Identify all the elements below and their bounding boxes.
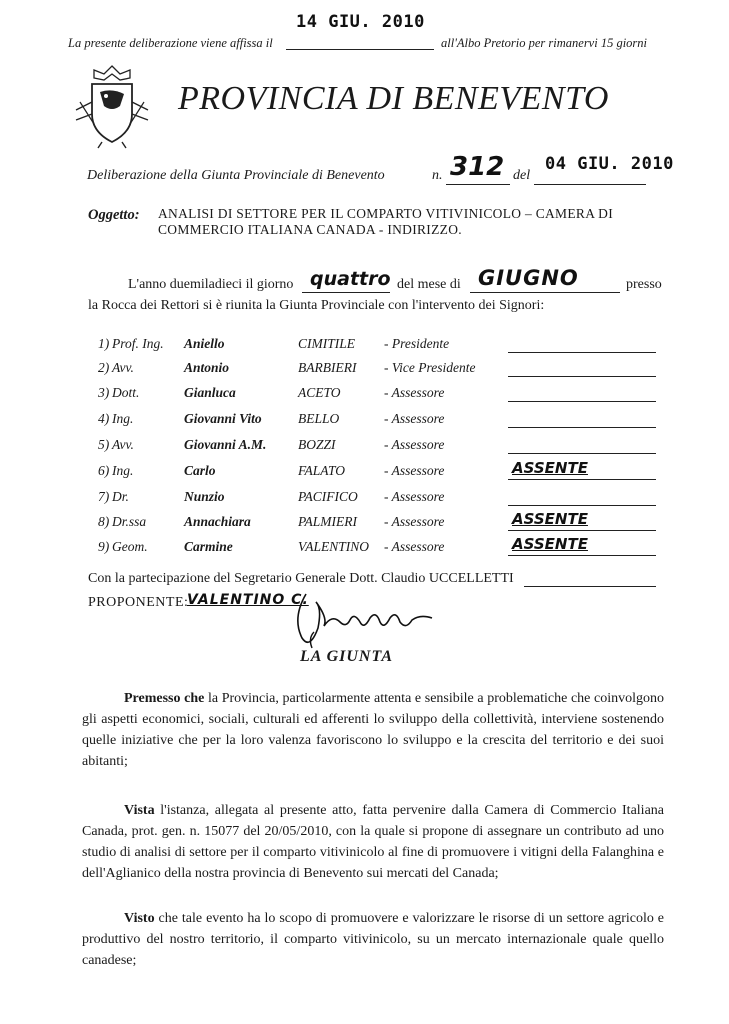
affixed-date-stamp: 14 GIU. 2010	[296, 12, 425, 32]
member-number: 2)	[98, 360, 110, 375]
member-title: Dr.ssa	[112, 514, 147, 529]
member-title: Ing.	[112, 411, 134, 426]
paragraph-text: che tale evento ha lo scopo di promuovere e valorizzare le risorse di un settore agricolo e produttivo del nostro territorio, il comparto vitivinicolo, su un mercato internazionale quale quello canadese;	[82, 911, 665, 968]
meeting-line-2: la Rocca dei Rettori si è riunita la Giunta Provinciale con l'intervento dei Signori:	[88, 298, 545, 313]
meeting-day-handwritten: quattro	[310, 268, 391, 290]
meeting-presso: presso	[626, 277, 662, 292]
member-number: 9)	[98, 539, 110, 554]
member-last-name: BELLO	[298, 411, 340, 426]
member-first-name: Carlo	[184, 463, 216, 478]
member-role: - Presidente	[384, 336, 450, 351]
member-number: 6)	[98, 463, 110, 478]
section-title: LA GIUNTA	[300, 648, 394, 665]
secretary-text: Con la partecipazione del Segretario Generale Dott. Claudio UCCELLETTI	[88, 571, 514, 586]
paragraph-premesso	[82, 688, 664, 772]
member-absence-mark: ASSENTE	[512, 459, 588, 477]
affixed-text: La presente deliberazione viene affissa il	[68, 36, 273, 50]
member-title: Dott.	[112, 385, 140, 400]
member-presence-line	[508, 427, 656, 428]
member-absence-mark: ASSENTE	[512, 535, 588, 553]
paragraph-lead: Premesso che	[124, 691, 205, 706]
member-first-name: Annachiara	[184, 514, 251, 529]
member-last-name: PALMIERI	[298, 514, 357, 529]
paragraph-vista	[82, 800, 664, 884]
member-last-name: VALENTINO	[298, 539, 370, 554]
member-last-name: BARBIERI	[298, 360, 357, 375]
member-title: Geom.	[112, 539, 148, 554]
subject-line-2: COMMERCIO ITALIANA CANADA - INDIRIZZO.	[158, 222, 462, 237]
member-last-name: PACIFICO	[298, 489, 358, 504]
member-presence-line	[508, 352, 656, 353]
deliberation-label: Deliberazione della Giunta Provinciale di Benevento	[87, 168, 385, 183]
paragraph-lead: Visto	[124, 911, 155, 926]
deliberation-number-prefix: n.	[432, 168, 443, 183]
member-title: Avv.	[112, 360, 134, 375]
member-number: 5)	[98, 437, 110, 452]
member-last-name: BOZZI	[298, 437, 336, 452]
member-role: - Assessore	[384, 463, 445, 478]
subject-line-1: ANALISI DI SETTORE PER IL COMPARTO VITIVINICOLO – CAMERA DI	[158, 206, 614, 221]
member-title: Avv.	[112, 437, 134, 452]
deliberation-number-handwritten: 312	[450, 152, 505, 182]
member-role: - Assessore	[384, 539, 445, 554]
page-title: PROVINCIA DI BENEVENTO	[178, 80, 609, 117]
member-presence-line	[508, 479, 656, 480]
member-absence-mark: ASSENTE	[512, 510, 588, 528]
member-number: 7)	[98, 489, 110, 504]
member-presence-line	[508, 453, 656, 454]
member-first-name: Giovanni A.M.	[184, 437, 267, 452]
member-presence-line	[508, 376, 656, 377]
member-first-name: Carmine	[184, 539, 233, 554]
meeting-year-text: L'anno duemiladieci il giorno	[128, 277, 294, 292]
proponent-handwritten: VALENTINO C.	[187, 592, 309, 608]
subject-label: Oggetto:	[88, 207, 140, 223]
meeting-month-label: del mese di	[397, 277, 461, 292]
member-first-name: Gianluca	[184, 385, 236, 400]
proponent-label: PROPONENTE:	[88, 595, 189, 610]
member-presence-line	[508, 555, 656, 556]
member-last-name: ACETO	[298, 385, 341, 400]
member-number: 4)	[98, 411, 110, 426]
meeting-day-line	[302, 292, 390, 293]
member-number: 8)	[98, 514, 110, 529]
affixed-date-line	[286, 49, 434, 50]
member-presence-line	[508, 401, 656, 402]
member-role: - Assessore	[384, 411, 445, 426]
paragraph-text: la Provincia, particolarmente attenta e sensibile a problematiche che coinvolgono gli aspetti economici, sociali, culturali ed afferenti lo sviluppo della collettività, interviene sostenendo quelle iniziative che per la loro valenza favoriscono lo sviluppo e la crescita del territorio e dei suoi abitanti;	[82, 691, 664, 769]
member-last-name: FALATO	[298, 463, 346, 478]
member-title: Prof. Ing.	[112, 336, 164, 351]
member-number: 1)	[98, 336, 110, 351]
member-presence-line	[508, 505, 656, 506]
member-first-name: Nunzio	[184, 489, 225, 504]
paragraph-lead: Vista	[124, 803, 155, 818]
member-first-name: Giovanni Vito	[184, 411, 262, 426]
member-title: Dr.	[112, 489, 129, 504]
member-last-name: CIMITILE	[298, 336, 355, 351]
member-role: - Assessore	[384, 514, 445, 529]
member-role: - Assessore	[384, 489, 445, 504]
paragraph-visto	[82, 908, 664, 971]
deliberation-date-line	[534, 184, 646, 185]
member-role: - Assessore	[384, 385, 445, 400]
coat-of-arms-logo	[72, 62, 152, 150]
deliberation-date-label: del	[513, 168, 531, 183]
member-role: - Assessore	[384, 437, 445, 452]
member-role: - Vice Presidente	[384, 360, 476, 375]
meeting-month-line	[470, 292, 620, 293]
paragraph-text: l'istanza, allegata al presente atto, fatta pervenire dalla Camera di Commercio Italiana Canada, prot. gen. n. 15077 del 20/05/2010, con la quale si propone di assegnare un contributo ad uno studio di analisi di settore per il comparto vitivinicolo al fine di promuovere i vitigni della Falanghina e dell'Aglianico della nostra provincia di Benevento sui mercati del Canada;	[82, 803, 664, 881]
member-title: Ing.	[112, 463, 134, 478]
deliberation-number-line	[446, 184, 510, 185]
member-number: 3)	[98, 385, 110, 400]
secretary-line	[524, 586, 656, 587]
albo-text: all'Albo Pretorio per rimanervi 15 giorni	[441, 36, 648, 50]
deliberation-date-stamp: 04 GIU. 2010	[545, 154, 674, 174]
member-presence-line	[508, 530, 656, 531]
member-first-name: Aniello	[184, 336, 225, 351]
meeting-month-handwritten: GIUGNO	[478, 266, 579, 290]
member-first-name: Antonio	[184, 360, 230, 375]
